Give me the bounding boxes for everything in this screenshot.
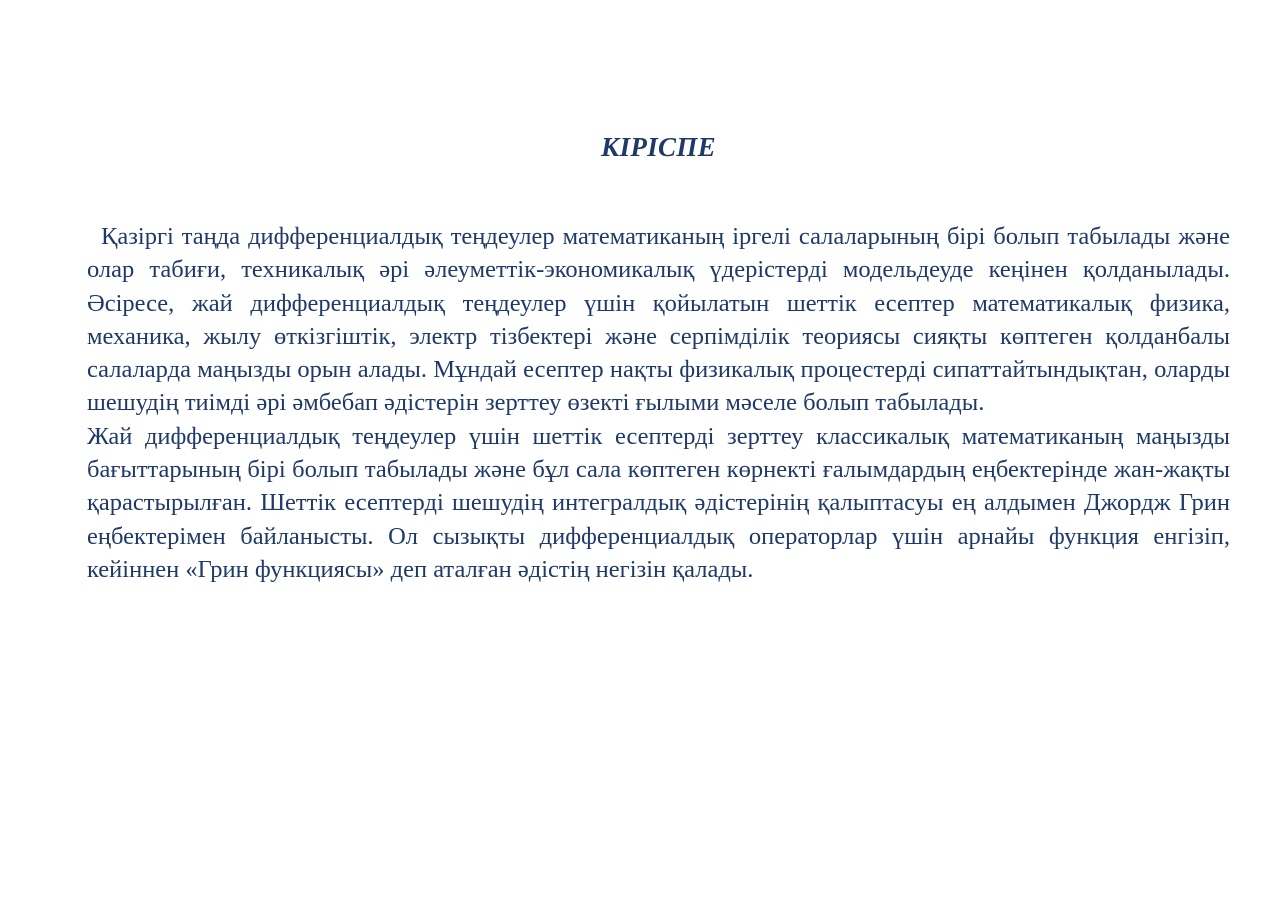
page-title: КІРІСПЕ (601, 132, 716, 162)
document-page (87, 0, 1230, 910)
paragraph-introduction: Қазіргі таңда дифференциалдық теңдеулер математиканың іргелі салаларының бірі болып табылады және олар табиғи, техникалық әрі әлеуметтік-экономикалық үдерістерді модельдеуде кеңінен қолданылады. Әсіресе, жай дифференциалдық теңдеулер үшін қойылатын шеттік есептер математикалық физика, механика, жылу өткізгіштік, электр тізбектері және серпімділік теориясы сияқты көптеген қолданбалы салаларда маңызды орын алады. Мұндай есептер нақты физикалық процестерді сипаттайтындықтан, оларды шешудің тиімді әрі әмбебап әдістерін зерттеу өзекті ғылыми мәселе болып табылады. (87, 223, 1230, 417)
document-body (87, 220, 1230, 586)
paragraph-green-function: Жай дифференциалдық теңдеулер үшін шеттік есептерді зерттеу классикалық математиканың маңызды бағыттарының бірі болып табылады және бұл сала көптеген көрнекті ғалымдардың еңбектерінде жан-жақты қарастырылған. Шеттік есептерді шешудің интегралдық әдістерінің қалыптасуы ең алдымен Джордж Грин еңбектерімен байланысты. Ол сызықты дифференциалдық операторлар үшін арнайы функция енгізіп, кейіннен «Грин функциясы» деп аталған әдістің негізін қалады. (87, 422, 1230, 583)
